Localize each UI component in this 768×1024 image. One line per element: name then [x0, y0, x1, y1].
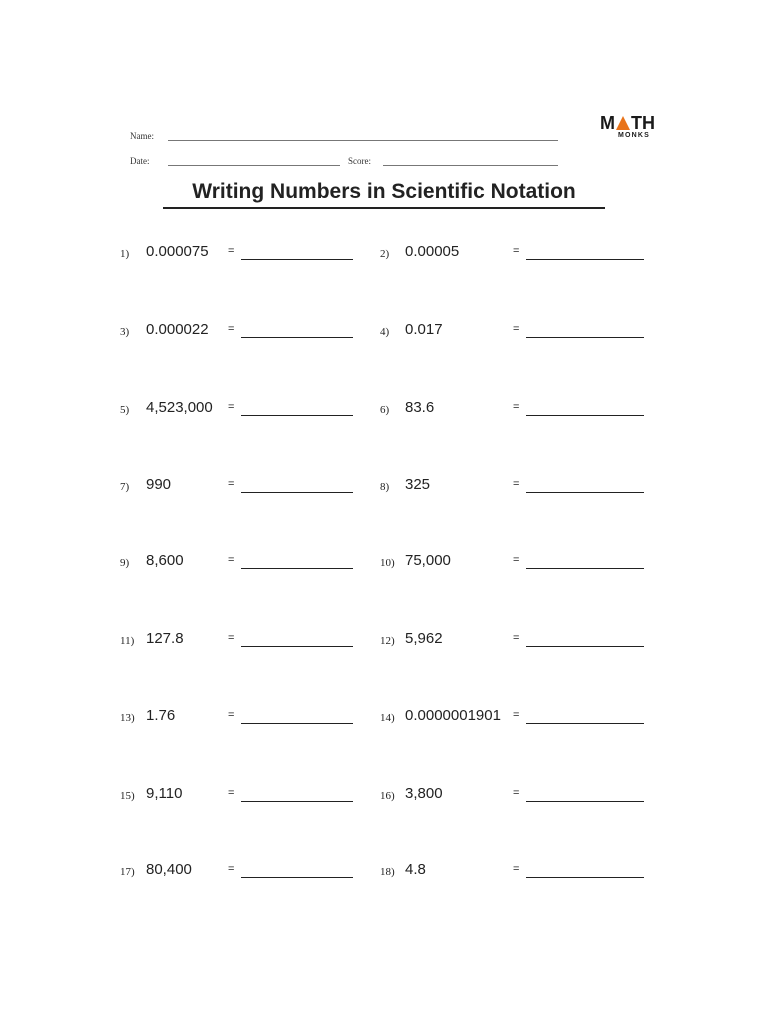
equals-sign: = — [513, 323, 520, 335]
triangle-icon — [616, 116, 630, 130]
answer-blank[interactable] — [241, 801, 353, 802]
score-field[interactable] — [383, 165, 558, 166]
problem-number: 18) — [380, 866, 395, 878]
problem-value: 5,962 — [405, 630, 443, 647]
problem-number: 9) — [120, 557, 130, 569]
problem-number: 14) — [380, 712, 395, 724]
problem-value: 990 — [146, 476, 172, 493]
problem-value: 8,600 — [146, 552, 184, 569]
problem-item — [120, 860, 353, 882]
answer-blank[interactable] — [526, 568, 644, 569]
problem-item — [120, 320, 353, 342]
date-field[interactable] — [168, 165, 340, 166]
problem-item — [380, 475, 644, 497]
answer-blank[interactable] — [241, 337, 353, 338]
equals-sign: = — [228, 632, 235, 644]
worksheet-title: Writing Numbers in Scientific Notation — [163, 180, 605, 209]
equals-sign: = — [513, 709, 520, 721]
problem-number: 15) — [120, 790, 135, 802]
name-label: Name: — [130, 131, 154, 141]
problem-item — [380, 320, 644, 342]
equals-sign: = — [228, 787, 235, 799]
problem-value: 127.8 — [146, 630, 184, 647]
problem-number: 6) — [380, 404, 390, 416]
answer-blank[interactable] — [241, 877, 353, 878]
problem-value: 1.76 — [146, 707, 176, 724]
problem-value: 0.000022 — [146, 321, 209, 338]
problem-item — [380, 706, 644, 728]
answer-blank[interactable] — [526, 259, 644, 260]
problem-value: 0.000075 — [146, 243, 209, 260]
answer-blank[interactable] — [241, 723, 353, 724]
problem-item — [380, 784, 644, 806]
problem-value: 4.8 — [405, 861, 426, 878]
math-monks-logo — [600, 114, 660, 144]
problem-number: 8) — [380, 481, 390, 493]
answer-blank[interactable] — [241, 568, 353, 569]
problem-item — [380, 629, 644, 651]
problem-number: 3) — [120, 326, 130, 338]
equals-sign: = — [513, 787, 520, 799]
equals-sign: = — [228, 401, 235, 413]
problem-item — [380, 860, 644, 882]
equals-sign: = — [513, 863, 520, 875]
equals-sign: = — [513, 554, 520, 566]
problem-number: 10) — [380, 557, 395, 569]
problem-number: 5) — [120, 404, 130, 416]
problem-item — [380, 242, 644, 264]
problem-number: 13) — [120, 712, 135, 724]
answer-blank[interactable] — [526, 801, 644, 802]
answer-blank[interactable] — [526, 646, 644, 647]
equals-sign: = — [513, 478, 520, 490]
problem-number: 1) — [120, 248, 130, 260]
problem-value: 75,000 — [405, 552, 451, 569]
problem-value: 0.00005 — [405, 243, 460, 260]
answer-blank[interactable] — [241, 492, 353, 493]
logo-text-left: M — [600, 113, 615, 133]
problem-item — [380, 398, 644, 420]
date-label: Date: — [130, 156, 150, 166]
equals-sign: = — [228, 554, 235, 566]
problem-value: 83.6 — [405, 399, 435, 416]
problem-value: 0.017 — [405, 321, 443, 338]
problem-number: 2) — [380, 248, 390, 260]
problem-item — [120, 551, 353, 573]
equals-sign: = — [228, 245, 235, 257]
answer-blank[interactable] — [526, 492, 644, 493]
answer-blank[interactable] — [241, 415, 353, 416]
problem-number: 12) — [380, 635, 395, 647]
answer-blank[interactable] — [526, 415, 644, 416]
problem-item — [120, 706, 353, 728]
problem-number: 4) — [380, 326, 390, 338]
problem-item — [120, 629, 353, 651]
logo-text-right: TH — [631, 113, 655, 133]
name-field[interactable] — [168, 140, 558, 141]
problem-value: 80,400 — [146, 861, 192, 878]
score-label: Score: — [348, 156, 371, 166]
logo-subtext: MONKS — [618, 132, 651, 139]
problem-value: 4,523,000 — [146, 399, 213, 416]
answer-blank[interactable] — [526, 723, 644, 724]
problem-value: 3,800 — [405, 785, 443, 802]
equals-sign: = — [228, 478, 235, 490]
equals-sign: = — [513, 632, 520, 644]
answer-blank[interactable] — [526, 877, 644, 878]
problem-value: 9,110 — [146, 785, 183, 802]
problem-item — [120, 475, 353, 497]
equals-sign: = — [513, 401, 520, 413]
problem-number: 11) — [120, 635, 135, 647]
problem-number: 16) — [380, 790, 395, 802]
answer-blank[interactable] — [526, 337, 644, 338]
problem-item — [120, 398, 353, 420]
equals-sign: = — [228, 323, 235, 335]
answer-blank[interactable] — [241, 259, 353, 260]
problem-item — [120, 784, 353, 806]
equals-sign: = — [228, 863, 235, 875]
equals-sign: = — [513, 245, 520, 257]
problem-item — [120, 242, 353, 264]
problem-number: 17) — [120, 866, 135, 878]
equals-sign: = — [228, 709, 235, 721]
problem-item — [380, 551, 644, 573]
problem-number: 7) — [120, 481, 130, 493]
problem-value: 0.0000001901 — [405, 707, 501, 724]
answer-blank[interactable] — [241, 646, 353, 647]
problem-value: 325 — [405, 476, 431, 493]
